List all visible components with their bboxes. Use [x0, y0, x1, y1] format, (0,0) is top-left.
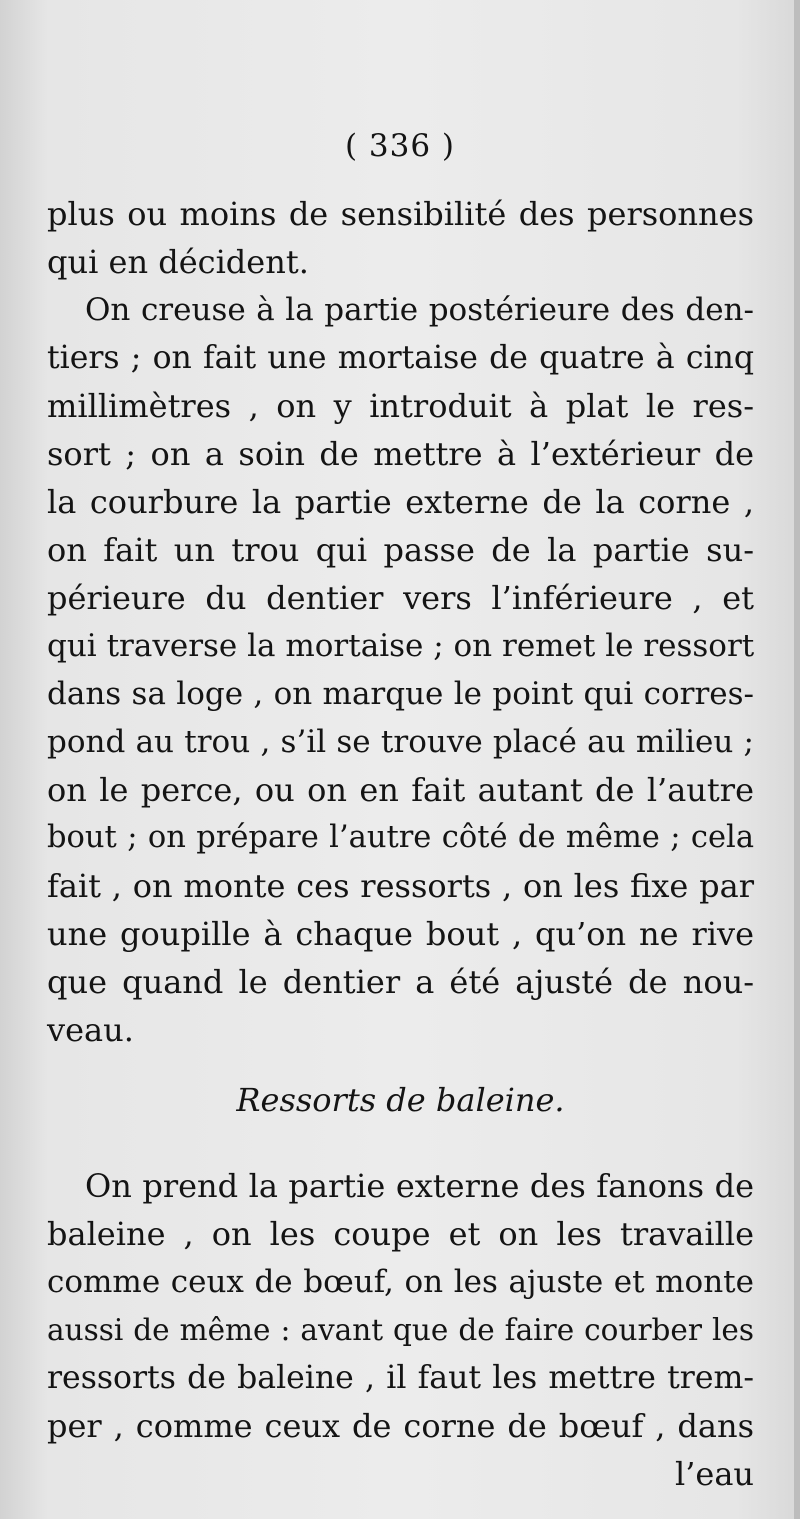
text-line: On prend la partie externe des fanons de: [85, 1167, 754, 1205]
text-line: bout ; on prépare l’autre côté de même ; cela: [47, 820, 754, 855]
text-line: baleine , on les coupe et on les travaille: [47, 1215, 754, 1253]
text-line: que quand le dentier a été ajusté de nou-: [47, 963, 754, 1001]
text-line: la courbure la partie externe de la corne ,: [47, 483, 754, 521]
text-line: veau.: [47, 1011, 134, 1049]
page-text: [47, 190, 754, 1498]
text-line: comme ceux de bœuf, on les ajuste et monte: [47, 1264, 754, 1300]
text-line: per , comme ceux de corne de bœuf , dans: [47, 1407, 754, 1445]
text-line: aussi de même : avant que de faire courber les: [47, 1313, 754, 1347]
text-line: dans sa loge , on marque le point qui corres-: [47, 676, 754, 712]
text-line: qui en décident.: [47, 243, 309, 281]
text-line: périeure du dentier vers l’inférieure , et: [47, 579, 754, 617]
text-line: on le perce, ou on en fait autant de l’autre: [47, 771, 754, 809]
text-line: fait , on monte ces ressorts , on les fixe par: [47, 867, 754, 905]
text-line: qui traverse la mortaise ; on remet le ressort: [47, 628, 755, 664]
text-line: plus ou moins de sensibilité des personnes: [47, 195, 754, 233]
text-line: on fait un trou qui passe de la partie su-: [47, 531, 754, 569]
catchword: l’eau: [674, 1455, 754, 1493]
text-line: millimètres , on y introduit à plat le res-: [47, 387, 754, 425]
text-line: ressorts de baleine , il faut les mettre trem-: [47, 1360, 754, 1396]
text-line: pond au trou , s’il se trouve placé au milieu ;: [47, 724, 754, 760]
text-line: On creuse à la partie postérieure des den-: [85, 292, 754, 328]
page-number: ( 336 ): [344, 128, 456, 164]
text-line: tiers ; on fait une mortaise de quatre à cinq: [47, 340, 754, 376]
spacer: [47, 1124, 754, 1162]
section-heading: Ressorts de baleine.: [236, 1081, 565, 1119]
text-line: sort ; on a soin de mettre à l’extérieur de: [47, 435, 754, 473]
text-line: une goupille à chaque bout , qu’on ne rive: [47, 915, 754, 953]
